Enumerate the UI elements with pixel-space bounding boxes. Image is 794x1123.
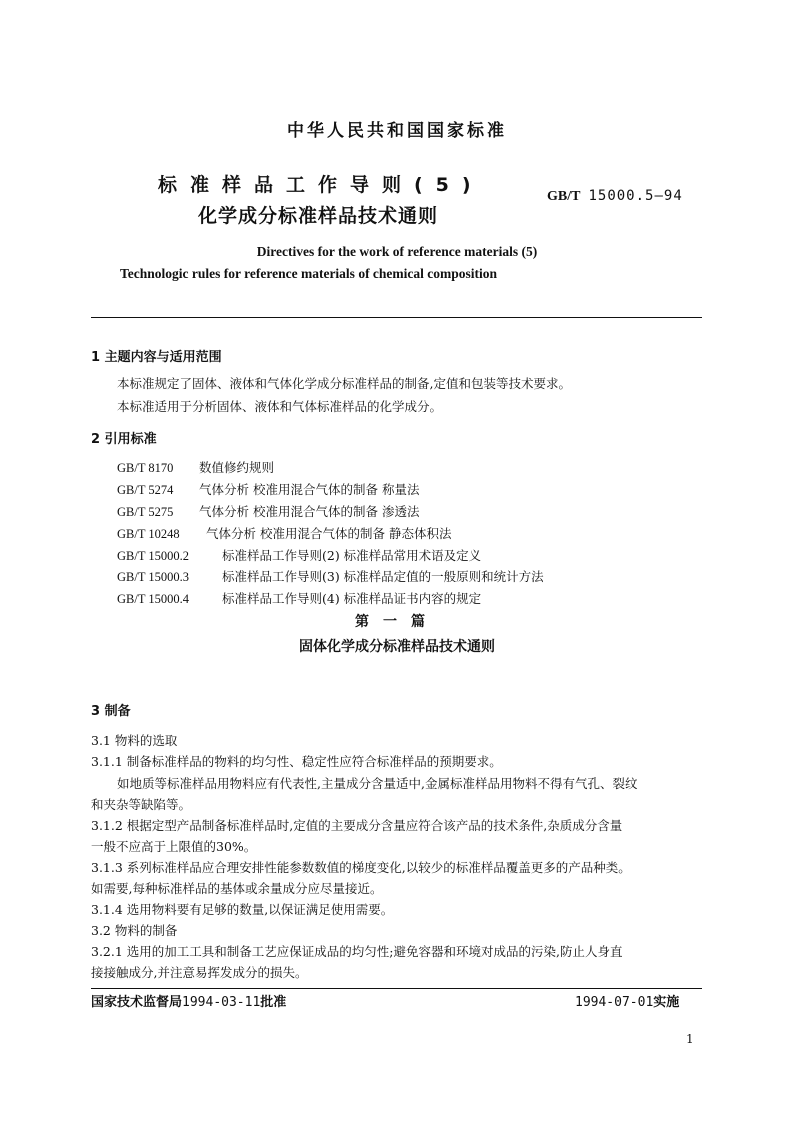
section3-line: 如地质等标准样品用物料应有代表性,主量成分含量适中,金属标准样品用物料不得有气孔、裂纹 — [117, 776, 638, 791]
page-number: 1 — [686, 1032, 694, 1046]
section3-line: 一般不应高于上限值的30%。 — [91, 839, 257, 854]
section3-line: 3.1.4 选用物料要有足够的数量,以保证满足使用需要。 — [91, 902, 394, 917]
reference-code: GB/T 8170 — [117, 461, 174, 475]
section3-line: 3.1.1 制备标准样品的物料的均匀性、稳定性应符合标准样品的预期要求。 — [91, 754, 502, 769]
title-en-line2: Technologic rules for reference materials of chemical composition — [120, 266, 498, 281]
title-cn-line1: 标准样品工作导则(5) — [158, 174, 484, 196]
title-en-line1: Directives for the work of reference materials (5) — [256, 244, 538, 259]
section3-heading: 3 制备 — [91, 704, 131, 719]
section1-para1: 本标准规定了固体、液体和气体化学成分标准样品的制备,定值和包装等技术要求。 — [117, 376, 571, 391]
header-divider — [91, 317, 702, 318]
footer-divider — [91, 988, 702, 989]
part-number — [0, 611, 794, 631]
section3-line: 和夹杂等缺陷等。 — [91, 797, 192, 812]
standard-prefix: GB/T — [547, 189, 581, 204]
reference-title: 数值修约规则 — [199, 460, 275, 475]
part-title: 固体化学成分标准样品技术通则 — [299, 639, 495, 655]
section3-line: 3.1.3 系列标准样品应合理安排性能参数数值的梯度变化,以较少的标准样品覆盖更多的产品种类。 — [91, 860, 631, 875]
section3-line: 3.2.1 选用的加工工具和制备工艺应保证成品的均匀性;避免容器和环境对成品的污染,防止人身直 — [91, 944, 623, 959]
implementation-suffix: 实施 — [653, 995, 680, 1010]
reference-item — [117, 589, 481, 607]
section3-line: 3.1.2 根据定型产品制备标准样品时,定值的主要成分含量应符合该产品的技术条件,杂质成分含量 — [91, 818, 623, 833]
implementation-line — [575, 991, 679, 1010]
reference-item — [117, 480, 419, 498]
reference-code: GB/T 15000.3 — [117, 570, 189, 584]
reference-code: GB/T 5274 — [117, 483, 174, 497]
reference-item — [117, 458, 274, 476]
reference-code: GB/T 15000.2 — [117, 549, 189, 563]
approval-line — [91, 991, 286, 1010]
section3-line: 3.1 物料的选取 — [91, 733, 178, 748]
section3-line: 接接触成分,并注意易挥发成分的损失。 — [91, 965, 308, 980]
reference-title: 标准样品工作导则(2) 标准样品常用术语及定义 — [222, 548, 482, 563]
reference-code: GB/T 10248 — [117, 527, 180, 541]
reference-title: 标准样品工作导则(4) 标准样品证书内容的规定 — [222, 591, 482, 606]
reference-item — [117, 567, 544, 585]
standard-code: 15000.5—94 — [588, 188, 683, 204]
section2-heading: 2 引用标准 — [91, 432, 157, 447]
approval-org: 国家技术监督局 — [91, 995, 183, 1010]
section1-para2: 本标准适用于分析固体、液体和气体标准样品的化学成分。 — [117, 399, 443, 414]
approval-date: 1994-03-11 — [182, 995, 261, 1010]
reference-title: 气体分析 校准用混合气体的制备 渗透法 — [199, 504, 420, 519]
section3-line: 3.2 物料的制备 — [91, 923, 178, 938]
national-standard-heading: 中华人民共和国国家标准 — [287, 121, 507, 141]
part-number-text: 第一篇 — [355, 614, 439, 630]
reference-item — [117, 502, 419, 520]
reference-title: 标准样品工作导则(3) 标准样品定值的一般原则和统计方法 — [222, 569, 544, 584]
approval-suffix: 批准 — [260, 995, 287, 1010]
reference-item — [117, 546, 481, 564]
standard-number — [547, 188, 683, 205]
reference-title: 气体分析 校准用混合气体的制备 称量法 — [199, 482, 420, 497]
reference-title: 气体分析 校准用混合气体的制备 静态体积法 — [206, 526, 452, 541]
section1-heading: 1 主题内容与适用范围 — [91, 350, 222, 365]
title-cn-line2: 化学成分标准样品技术通则 — [198, 205, 439, 227]
reference-item — [117, 524, 451, 542]
reference-code: GB/T 15000.4 — [117, 592, 189, 606]
implementation-date: 1994-07-01 — [575, 995, 654, 1010]
section3-line: 如需要,每种标准样品的基体或余量成分应尽量接近。 — [91, 881, 383, 896]
reference-code: GB/T 5275 — [117, 505, 174, 519]
